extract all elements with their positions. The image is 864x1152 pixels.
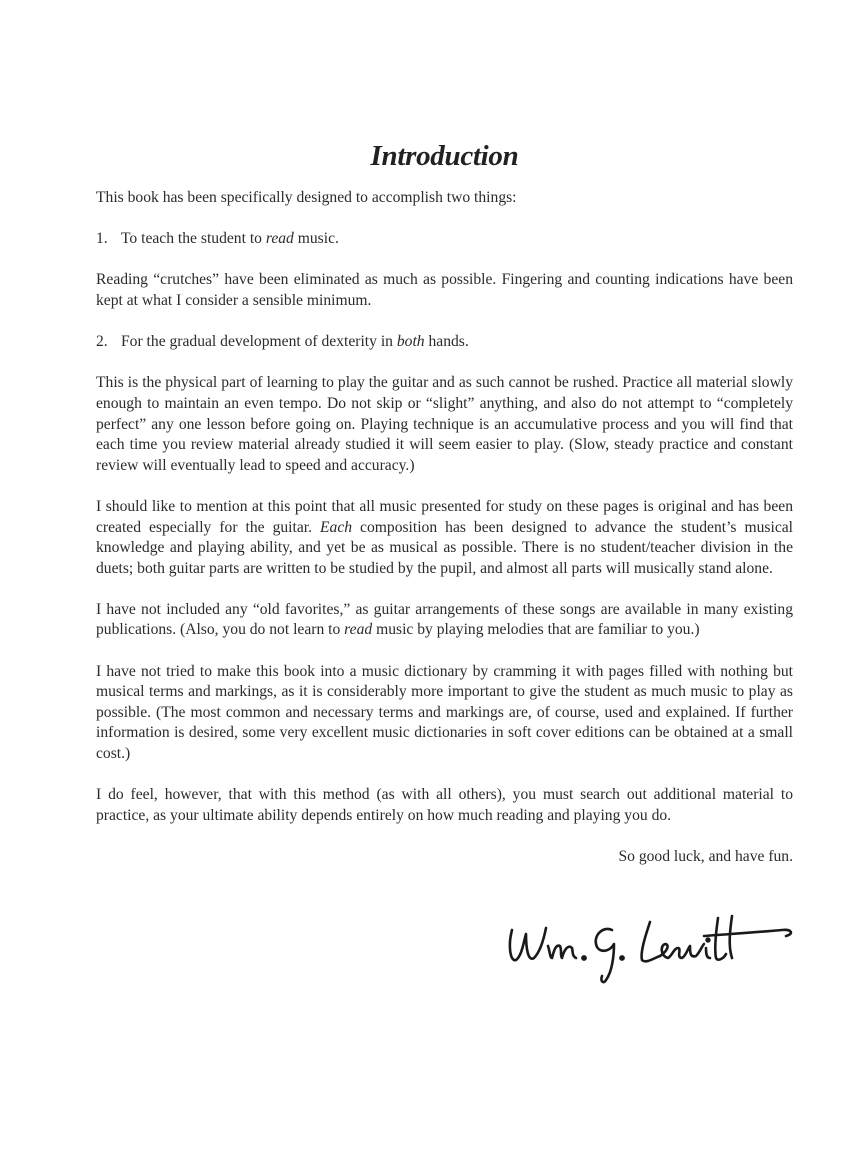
page-title: Introduction (370, 140, 519, 172)
emphasis: read (344, 621, 373, 639)
emphasis: Each (320, 518, 353, 536)
original-music-paragraph: I should like to mention at this point that all music presented for study on these pages is original and has been created especially for the guitar. Each composition has been designed to advance the student’s musical knowledge and playing ability, and yet be as musical as possible. There is no student/teacher division in the duets; both guitar parts are written to be studied by the pupil, and almost all parts will musically stand alone. (96, 497, 793, 577)
goal-number: 2. (96, 333, 108, 351)
goal-2-explanation: This is the physical part of learning to play the guitar and as such cannot be rushed. Practice all material slowly enough to maintain an even tempo. Do not skip or “slight” anything, and also do not attempt to “completely perfect” any one lesson before going on. Playing technique is an accumulative process and you will find that each time you review material already studied it will seem easier to play. (Slow, steady practice and constant review will eventually lead to speed and accuracy.) (96, 374, 793, 474)
document-page (96, 138, 793, 868)
emphasis: both (396, 333, 425, 351)
closing-line: So good luck, and have fun. (618, 848, 793, 865)
goal-number: 1. (96, 230, 108, 248)
emphasis: read (265, 230, 294, 248)
goal-item-2: 2. For the gradual development of dexterity in both hands. (96, 332, 793, 353)
signature-icon (500, 900, 800, 990)
author-signature (500, 900, 800, 990)
goal-item-1: 1. To teach the student to read music. (96, 229, 793, 250)
dictionary-paragraph: I have not tried to make this book into a music dictionary by cramming it with pages filled with nothing but musical terms and markings, as it is considerably more important to give the student as much music to play as possible. (The most common and necessary terms and markings are, of course, used and explained. If further information is desired, some very excellent music dictionaries in soft cover editions can be obtained at a small cost.) (96, 662, 793, 763)
practice-paragraph: I do feel, however, that with this method (as with all others), you must search out additional material to practice, as your ultimate ability depends entirely on how much reading and playing you do. (96, 786, 793, 824)
intro-paragraph: This book has been specifically designed to accomplish two things: (96, 189, 517, 206)
old-favorites-paragraph: I have not included any “old favorites,” as guitar arrangements of these songs are available in many existing publications. (Also, you do not learn to read music by playing melodies that are familiar to you.) (96, 600, 793, 639)
goal-1-explanation: Reading “crutches” have been eliminated as much as possible. Fingering and counting indications have been kept at what I consider a sensible minimum. (96, 271, 793, 309)
